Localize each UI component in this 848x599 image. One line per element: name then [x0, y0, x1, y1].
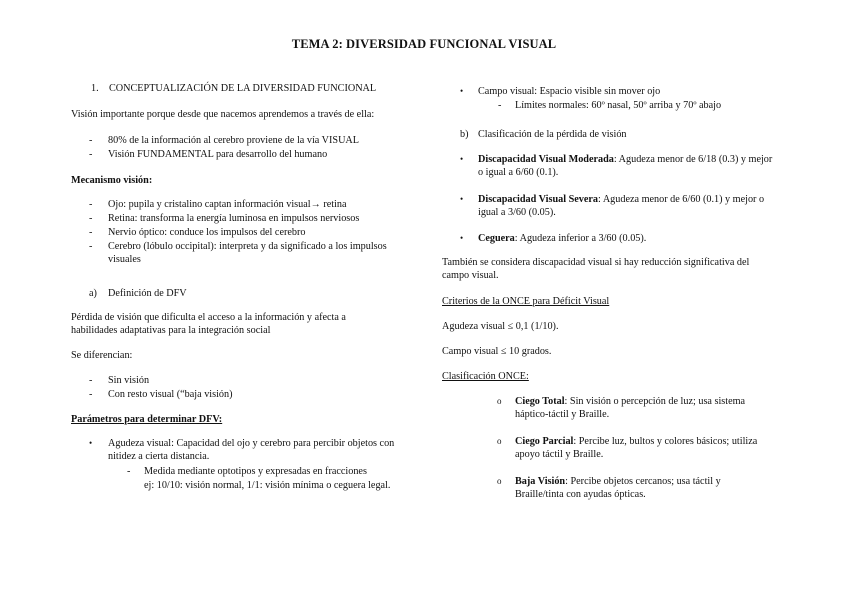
- dash-icon: -: [89, 227, 93, 238]
- circle-bullet-icon: o: [497, 436, 502, 446]
- document-page: TEMA 2: DIVERSIDAD FUNCIONAL VISUAL 1. CONCEPTUALIZACIÓN DE LA DIVERSIDAD FUNCIONAL Visión importante porque desde que nacemos aprendemos a través de ella: - 80% de la información al cerebro proviene de la vía VISUAL - Visión FUNDAMENTAL para desarrollo del humano Mecanismo visión: - Ojo: pupila y cristalino captan información visual→ retina - Retina: transforma la energía luminosa en impulsos nerviosos - Nervio óptico: conduce los impulsos del cerebro - Cerebro (lóbulo occipital): interpreta y da significado a los impulsos visuales a) Definición de DFV Pérdida de visión que dificulta el acceso a la información y afecta a habilidades adaptativas para la integración social Se diferencian: - Sin visión - Con resto visual (“baja visión) Parámetros para determinar DFV: • Agudeza visual: Capacidad del ojo y cerebro para percibir objetos con nitidez a cierta distancia. - Medida mediante optotipos y expresadas en fracciones ej: 10/10: visión normal, 1/1: visión mínima o ceguera legal. • Campo visual: Espacio visible sin mover ojo - Límites normales: 60º nasal, 50º arriba y 70º abajo b) Clasificación de la pérdida de visión • Discapacidad Visual Moderada: Agudeza menor de 6/18 (0.3) y mejor o igual a 6/60 (0.1). • Discapacidad Visual Severa: Agudeza menor de 6/60 (0.1) y mejor o igual a 3/60 (0.05). • Ceguera: Agudeza inferior a 3/60 (0.05). También se considera discapacidad visual si hay reducción significativa del campo visual. Criterios de la ONCE para Déficit Visual Agudeza visual ≤ 0,1 (1/10). Campo visual ≤ 10 grados. Clasificación ONCE: o Ciego Total: Sin visión o percepción de luz; usa sistema háptico-táctil y Braille. o Ciego Parcial: Percibe luz, bultos y colores básicos; utiliza apoyo táctil y Braille. o Baja Visión: Percibe objetos cercanos; usa táctil y Braille/tinta con ayudas ópticas.: [0, 0, 848, 599]
- parametros-heading: Parámetros para determinar DFV:: [71, 414, 223, 425]
- circle-bullet-icon: o: [497, 476, 502, 486]
- arrow-right-icon: →: [310, 199, 321, 210]
- clasificacion-letter: b): [460, 129, 469, 140]
- bullet-icon: •: [460, 154, 464, 164]
- criterios-heading: Criterios de la ONCE para Déficit Visual: [442, 296, 610, 307]
- definition-letter: a): [89, 288, 97, 299]
- bullet-icon: •: [460, 86, 464, 96]
- dash-icon: -: [89, 149, 93, 160]
- definition-text: Pérdida de visión que dificulta el acceso a la información y afecta a habilidades adaptativas para la integración social: [71, 312, 346, 336]
- document-title: TEMA 2: DIVERSIDAD FUNCIONAL VISUAL: [291, 37, 557, 51]
- tambien-text: También se considera discapacidad visual si hay reducción significativa del campo visual.: [442, 257, 750, 281]
- dash-icon: -: [498, 100, 502, 111]
- clasificacion-once-heading: Clasificación ONCE:: [442, 371, 529, 382]
- dash-icon: -: [127, 466, 131, 477]
- definition-title: Definición de DFV: [108, 288, 187, 299]
- section-1-number: 1.: [91, 83, 99, 94]
- circle-bullet-icon: o: [497, 396, 502, 406]
- section-1-title: CONCEPTUALIZACIÓN DE LA DIVERSIDAD FUNCIONAL: [109, 83, 377, 94]
- dash-icon: -: [89, 199, 93, 210]
- intro-text: Visión importante porque desde que nacemos aprendemos a través de ella:: [71, 109, 375, 120]
- dash-icon: -: [89, 213, 93, 224]
- bullet-icon: •: [460, 233, 464, 243]
- bullet-icon: •: [460, 194, 464, 204]
- mecanismo-heading: Mecanismo visión:: [71, 175, 153, 186]
- dash-icon: -: [89, 241, 93, 252]
- dash-icon: -: [89, 389, 93, 400]
- diferencian-text: Se diferencian:: [71, 350, 133, 361]
- bullet-icon: •: [89, 438, 93, 448]
- dash-icon: -: [89, 135, 93, 146]
- criterio-campo: Campo visual ≤ 10 grados.: [442, 346, 552, 357]
- dash-icon: -: [89, 375, 93, 386]
- clasificacion-title: Clasificación de la pérdida de visión: [478, 129, 627, 140]
- criterio-agudeza: Agudeza visual ≤ 0,1 (1/10).: [442, 321, 559, 332]
